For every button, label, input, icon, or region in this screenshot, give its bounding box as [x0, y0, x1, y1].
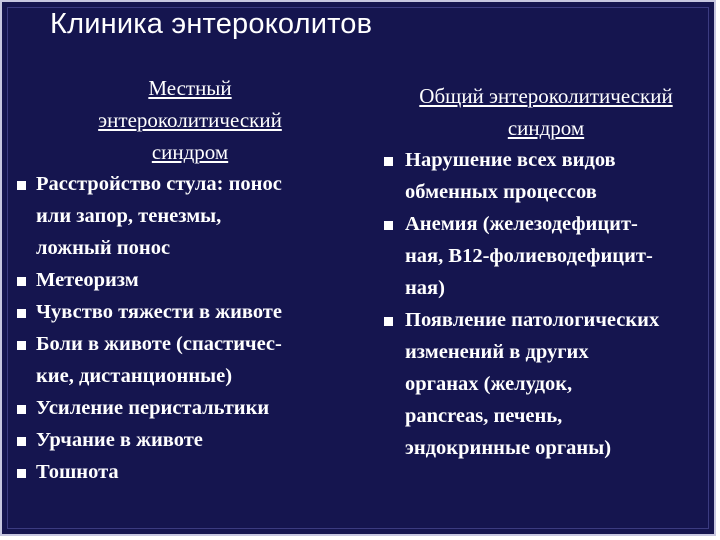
square-bullet-icon	[17, 181, 26, 190]
square-bullet-icon	[17, 437, 26, 446]
general-syndrome-column	[378, 80, 718, 464]
slide-title: Клиника энтероколитов	[50, 8, 373, 40]
list-item: Нарушение всех видов обменных процессов	[378, 144, 718, 208]
list-item: Анемия (железодефицит- ная, В12-фолиеводефицит- ная)	[378, 208, 718, 304]
list-item: Метеоризм	[12, 264, 352, 296]
square-bullet-icon	[17, 341, 26, 350]
heading-line: энтероколитический	[98, 108, 282, 132]
local-syndrome-heading	[42, 72, 338, 168]
heading-line: Общий энтероколитический	[419, 84, 673, 108]
square-bullet-icon	[17, 277, 26, 286]
list-item: Тошнота	[12, 456, 352, 488]
local-syndrome-list	[12, 168, 352, 488]
local-syndrome-column	[12, 72, 352, 488]
general-syndrome-heading	[378, 80, 714, 144]
list-item: Расстройство стула: понос или запор, тенезмы, ложный понос	[12, 168, 352, 264]
list-item: Появление патологических изменений в других органах (желудок, pancreas, печень, эндокринные органы)	[378, 304, 718, 464]
list-item: Чувство тяжести в животе	[12, 296, 352, 328]
list-item: Усиление перистальтики	[12, 392, 352, 424]
heading-line: синдром	[507, 116, 585, 140]
square-bullet-icon	[17, 309, 26, 318]
square-bullet-icon	[17, 469, 26, 478]
square-bullet-icon	[17, 405, 26, 414]
heading-line: синдром	[151, 140, 229, 164]
square-bullet-icon	[384, 317, 393, 326]
list-item: Боли в животе (спастичес- кие, дистанционные)	[12, 328, 352, 392]
general-syndrome-list	[378, 144, 718, 464]
heading-line: Местный	[148, 76, 232, 100]
list-item: Урчание в животе	[12, 424, 352, 456]
square-bullet-icon	[384, 157, 393, 166]
square-bullet-icon	[384, 221, 393, 230]
